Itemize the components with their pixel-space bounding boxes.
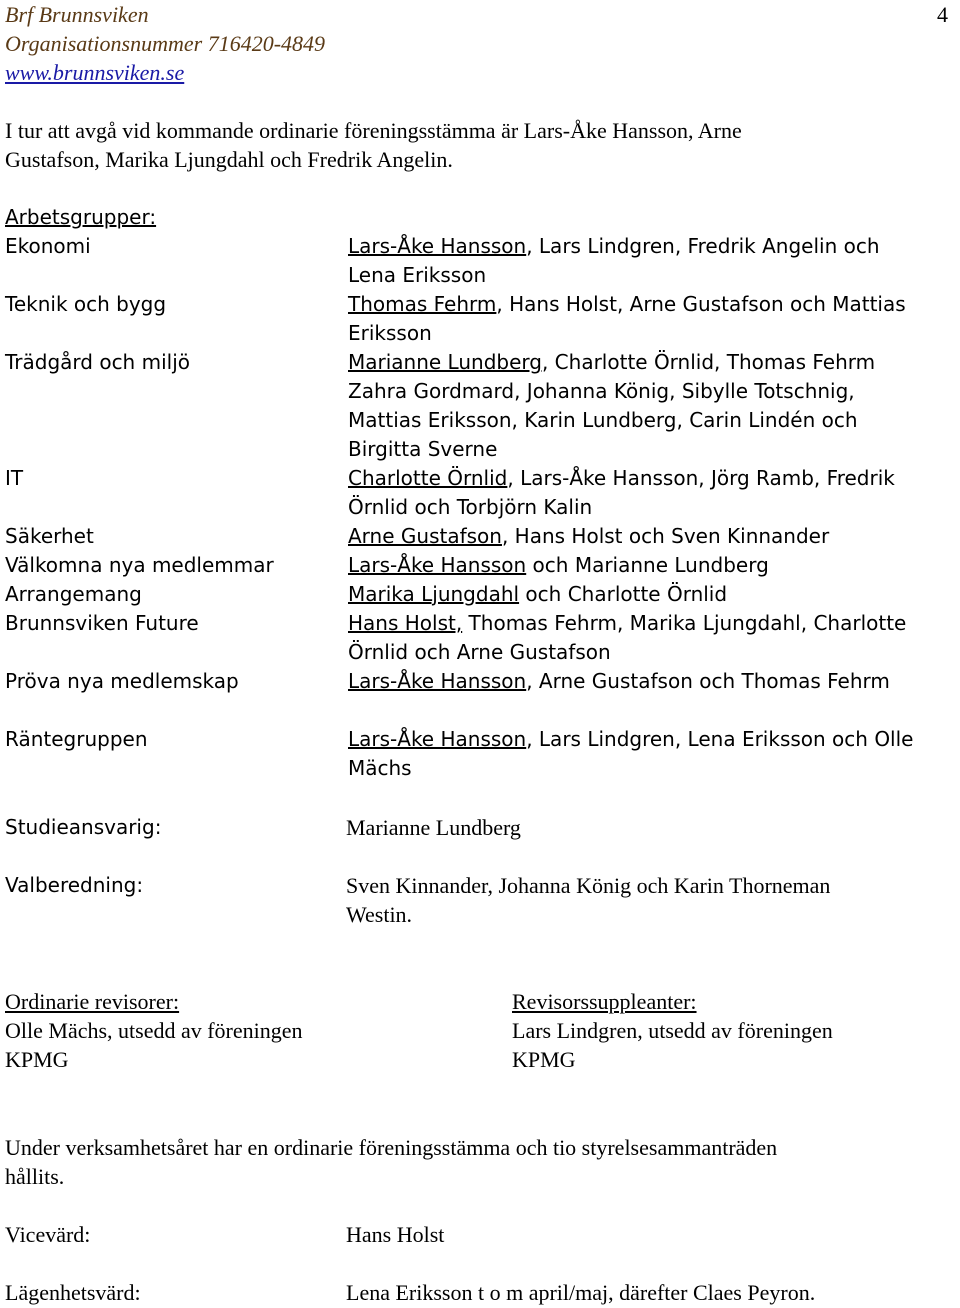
group-members-text: och Charlotte Örnlid [519,582,728,606]
meetings-line-1: Under verksamhetsåret har en ordinarie föreningsstämma och tio styrelsesammanträden [5,1135,778,1160]
valberedning-value-line-1: Sven Kinnander, Johanna König och Karin Thorneman [346,873,831,898]
group-members-ekonomi-line-2: Lena Eriksson [348,263,487,287]
group-name-teknik: Teknik och bygg [5,292,167,316]
group-lead: Marianne Lundberg [348,350,542,374]
ordinarie-revisor-2: KPMG [5,1047,69,1072]
group-members-future [348,609,906,638]
group-members-valkomna [348,551,769,580]
group-members-rante [348,725,913,754]
lagenhetsvard-value: Lena Eriksson t o m april/maj, därefter Claes Peyron. [346,1280,816,1305]
revisorssuppleant-1: Lars Lindgren, utsedd av föreningen [512,1018,833,1043]
group-name-valkomna: Välkomna nya medlemmar [5,553,274,577]
group-members-text: och Marianne Lundberg [526,553,769,577]
group-lead: Arne Gustafson [348,524,502,548]
group-members-tradgard-line-2: Zahra Gordmard, Johanna König, Sibylle Totschnig, [348,379,855,403]
group-members-text: , Lars Lindgren, Lena Eriksson och Olle [526,727,914,751]
group-lead: Marika Ljungdahl [348,582,520,606]
group-name-rante: Räntegruppen [5,727,148,751]
vicevard-value: Hans Holst [346,1222,445,1247]
org-name: Brf Brunnsviken [5,2,149,27]
group-name-sakerhet: Säkerhet [5,524,94,548]
group-name-arrangemang: Arrangemang [5,582,142,606]
group-members-tradgard-line-4: Birgitta Sverne [348,437,498,461]
group-members-teknik [348,290,906,319]
intro-line-1: I tur att avgå vid kommande ordinarie föreningsstämma är Lars-Åke Hansson, Arne [5,118,742,143]
vicevard-label: Vicevärd: [5,1222,91,1247]
groups-heading: Arbetsgrupper: [5,205,157,229]
group-members-arrangemang [348,580,727,609]
valberedning-value-line-2: Westin. [346,902,413,927]
group-members-text: Thomas Fehrm, Marika Ljungdahl, Charlotte [462,611,907,635]
website-link[interactable]: www.brunnsviken.se [5,60,185,85]
valberedning-label: Valberedning: [5,873,144,897]
group-lead: Thomas Fehrm [348,292,497,316]
studie-value: Marianne Lundberg [346,815,521,840]
group-lead: Lars-Åke Hansson [348,234,527,258]
studie-label: Studieansvarig: [5,815,162,839]
group-members-sakerhet [348,522,829,551]
group-name-it: IT [5,466,24,490]
group-members-tradgard-line-3: Mattias Eriksson, Karin Lundberg, Carin Lindén och [348,408,858,432]
group-members-it [348,464,895,493]
group-lead: Lars-Åke Hansson [348,669,527,693]
group-name-tradgard: Trädgård och miljö [5,350,190,374]
ordinarie-revisorer-heading: Ordinarie revisorer: [5,989,180,1014]
group-members-prova [348,667,890,696]
group-members-text: , Hans Holst och Sven Kinnander [501,524,830,548]
org-number: Organisationsnummer 716420-4849 [5,31,326,56]
group-members-tradgard [348,348,875,377]
group-members-text: , Hans Holst, Arne Gustafson och Mattias [496,292,906,316]
meetings-line-2: hållits. [5,1164,65,1189]
page-number: 4 [937,2,948,27]
group-lead: Lars-Åke Hansson [348,727,527,751]
group-name-ekonomi: Ekonomi [5,234,91,258]
group-name-future: Brunnsviken Future [5,611,199,635]
revisorssuppleant-2: KPMG [512,1047,576,1072]
intro-line-2: Gustafson, Marika Ljungdahl och Fredrik Angelin. [5,147,453,172]
group-members-text: , Charlotte Örnlid, Thomas Fehrm [541,350,876,374]
ordinarie-revisor-1: Olle Mächs, utsedd av föreningen [5,1018,303,1043]
group-members-teknik-line-2: Eriksson [348,321,432,345]
group-members-future-line-2: Örnlid och Arne Gustafson [348,640,611,664]
group-members-it-line-2: Örnlid och Torbjörn Kalin [348,495,593,519]
group-members-text: , Lars Lindgren, Fredrik Angelin och [526,234,880,258]
group-members-rante-line-2: Mächs [348,756,412,780]
lagenhetsvard-label: Lägenhetsvärd: [5,1280,141,1305]
revisorssuppleanter-heading: Revisorssuppleanter: [512,989,697,1014]
group-name-prova: Pröva nya medlemskap [5,669,239,693]
group-members-ekonomi [348,232,880,261]
group-lead: Lars-Åke Hansson [348,553,527,577]
group-lead: Hans Holst, [348,611,463,635]
group-members-text: , Arne Gustafson och Thomas Fehrm [526,669,890,693]
group-lead: Charlotte Örnlid [348,466,508,490]
group-members-text: , Lars-Åke Hansson, Jörg Ramb, Fredrik [507,466,895,490]
